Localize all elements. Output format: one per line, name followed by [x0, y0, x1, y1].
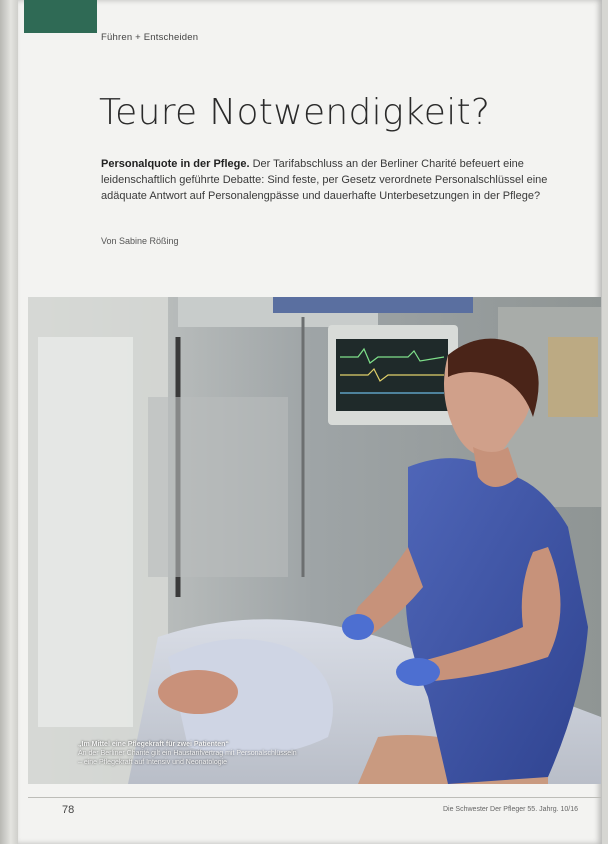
page-number: 78 [62, 804, 75, 816]
page-binding-edge [0, 0, 18, 844]
lede-text: Der Tarifabschluss an der Berliner Charité befeuert eine leidenschaftlich geführte Debatte: Sind feste, per Gesetz verordnete Personalschlüssel eine adäquate Antwort auf Personalengpässe und dauerhafte Unterbesetzungen in der Pflege? [101, 158, 548, 203]
byline: Von Sabine Rößing [101, 236, 179, 246]
section-label: Führen + Entscheiden [101, 32, 199, 43]
article-title: Teure Notwendigkeit? [99, 92, 491, 133]
icu-nurse-photo [28, 297, 601, 784]
photo-caption [78, 740, 298, 767]
caption-title: „Im Mittel eine Pflegekraft für zwei Patienten“ [78, 741, 229, 748]
footer-divider [28, 797, 601, 798]
journal-reference: Die Schwester Der Pfleger 55. Jahrg. 10/16 [442, 806, 578, 813]
caption-text: An der Berliner Charité gilt ein Haustarifvertrag mit Personalschlüsseln – eine Pflegekraft auf Intensiv und Neonatologie [78, 750, 297, 766]
section-color-tab [24, 0, 97, 33]
article-lede [101, 156, 571, 205]
article-photo [28, 297, 601, 784]
lede-kicker: Personalquote in der Pflege. [101, 158, 250, 170]
